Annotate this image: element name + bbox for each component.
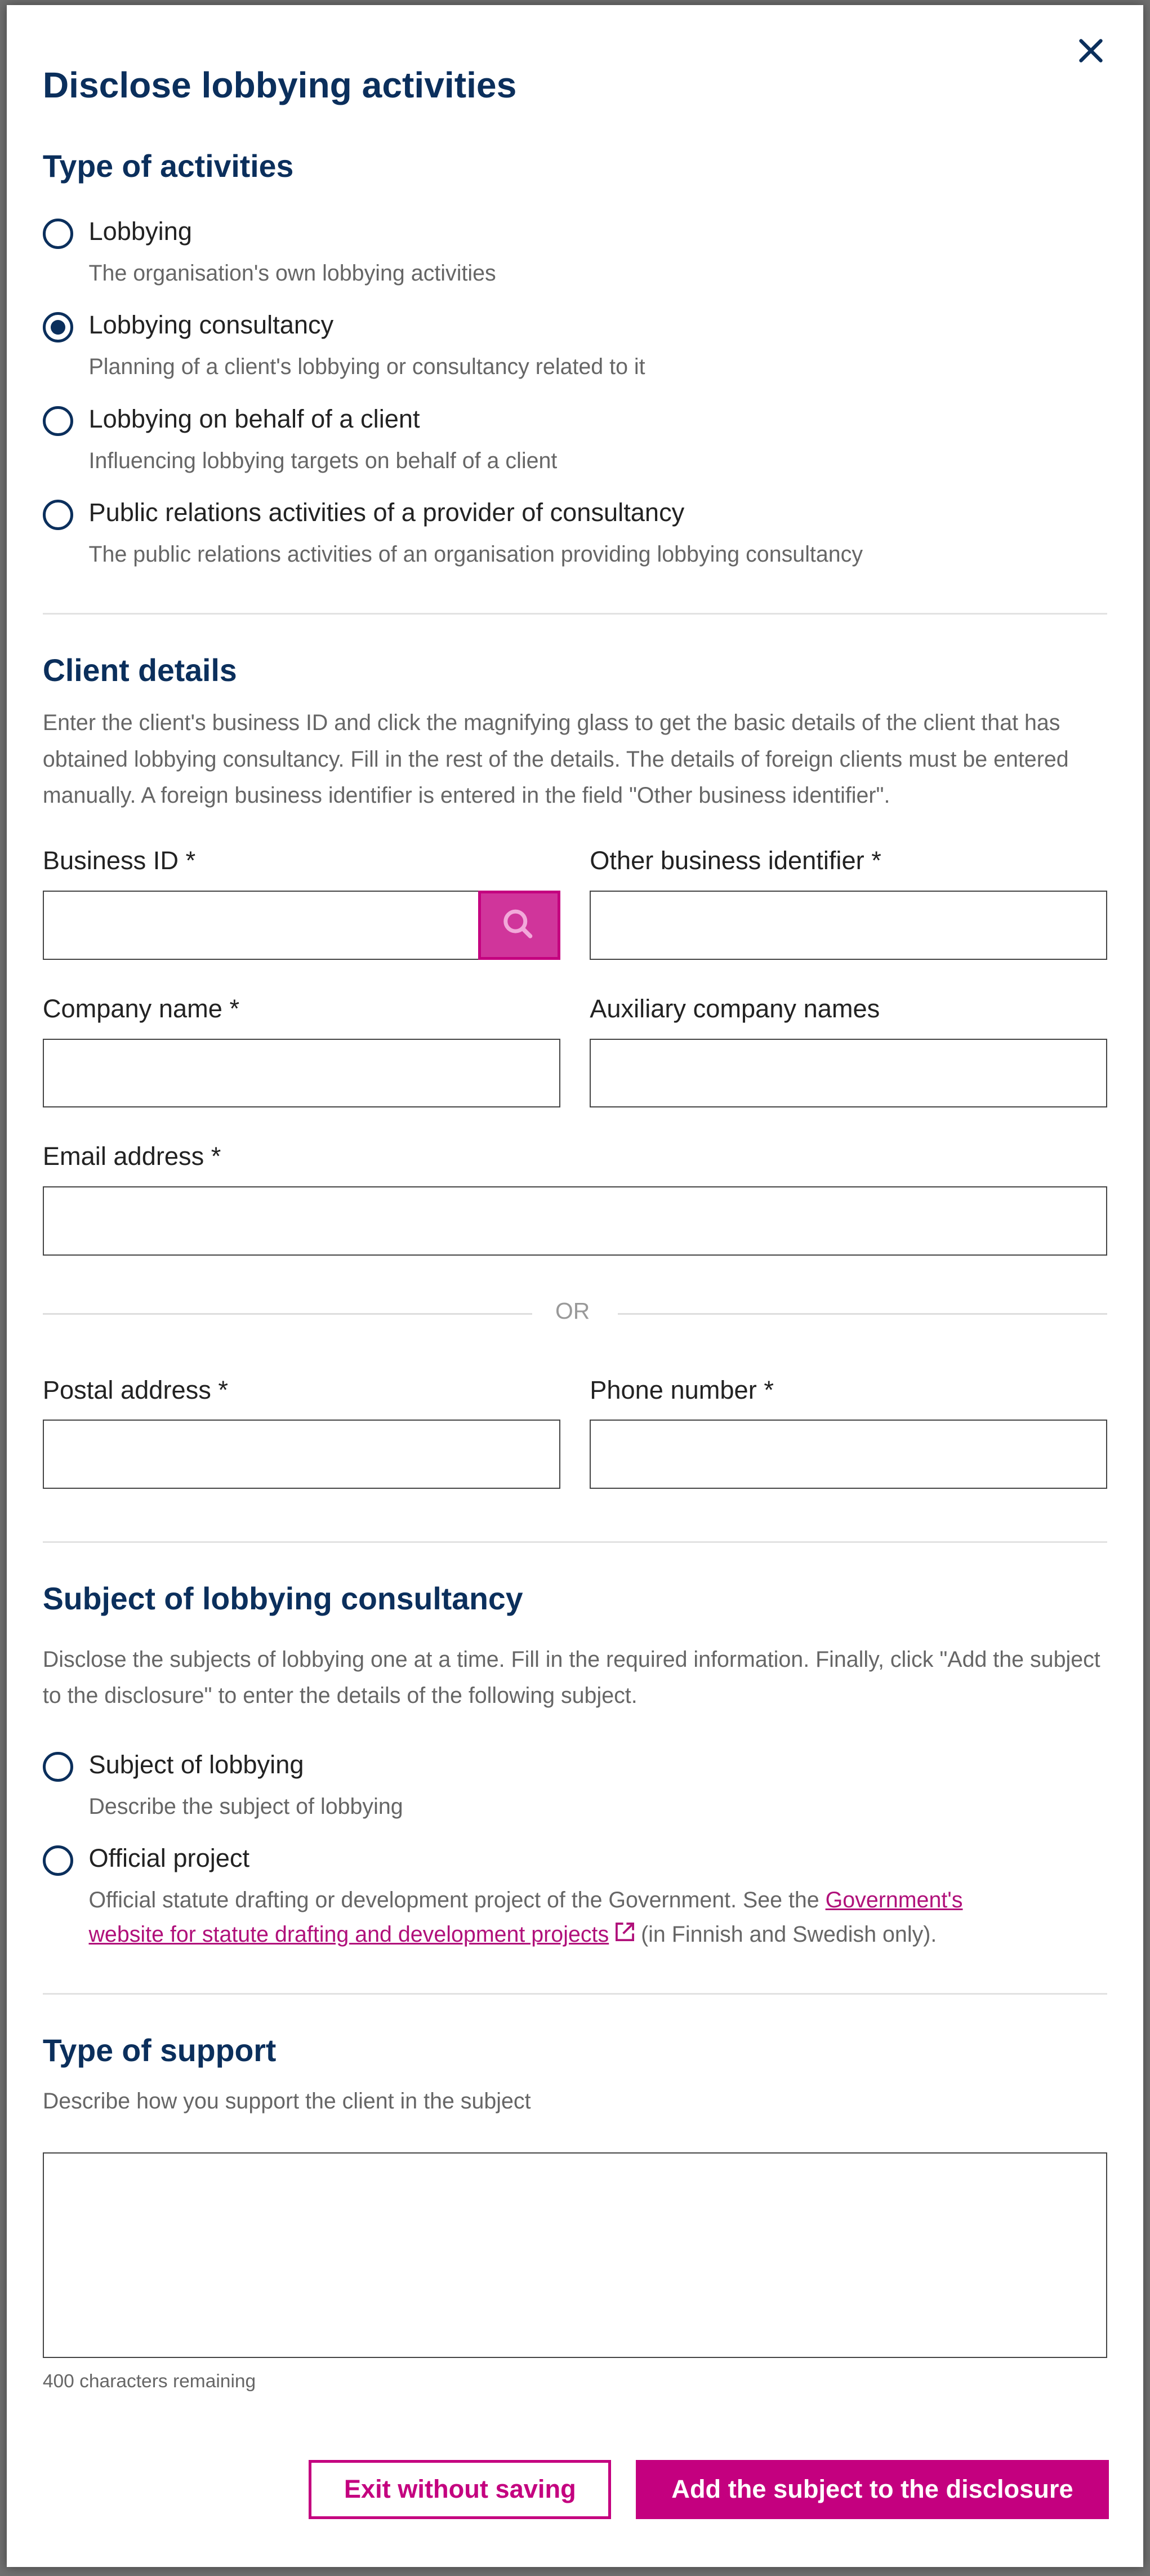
- business-id-label: Business ID *: [42, 846, 196, 875]
- client-details-intro: Enter the client's business ID and click the magnifying glass to get the basic details of the client that has obtained lobbying consultancy. Fill in the rest of the details. The details of foreign clients must be entered manually. A foreign business identifier is entered in the field "Other business identifier".: [42, 710, 1069, 808]
- radio-label: Lobbying on behalf of a client: [88, 404, 420, 433]
- radio-label: Lobbying: [88, 217, 192, 246]
- phone-number-input[interactable]: [590, 1420, 1107, 1489]
- email-input[interactable]: [43, 1186, 1107, 1256]
- or-separator: [43, 1297, 1107, 1329]
- company-name-label: Company name *: [42, 994, 240, 1023]
- magnifying-glass-icon: [481, 893, 556, 956]
- phone-number-label: Phone number *: [590, 1375, 774, 1404]
- description-text: (in Finnish and Swedish only).: [635, 1922, 937, 1947]
- radio-label: Lobbying consultancy: [88, 310, 334, 340]
- postal-address-input[interactable]: [43, 1420, 560, 1489]
- or-label: OR: [555, 1298, 590, 1324]
- divider: [43, 1541, 1107, 1543]
- radio-label: Subject of lobbying: [88, 1750, 304, 1779]
- add-subject-button[interactable]: Add the subject to the disclosure: [636, 2460, 1109, 2519]
- radio-label: Official project: [88, 1843, 250, 1872]
- radio-description: Influencing lobbying targets on behalf of a client: [88, 448, 558, 473]
- character-counter: 400 characters remaining: [42, 2371, 256, 2392]
- auxiliary-names-input[interactable]: [590, 1039, 1107, 1108]
- separator-line: [618, 1313, 1107, 1315]
- dialog-title: Disclose lobbying activities: [42, 64, 517, 105]
- exit-without-saving-button[interactable]: Exit without saving: [309, 2460, 611, 2519]
- type-of-support-heading: Type of support: [42, 2033, 277, 2068]
- external-link-icon: [615, 1922, 635, 1942]
- radio-description: The public relations activities of an organisation providing lobbying consultancy: [88, 541, 863, 567]
- postal-address-label: Postal address *: [42, 1375, 228, 1404]
- other-business-id-label: Other business identifier *: [590, 846, 881, 875]
- radio-circle[interactable]: [43, 219, 73, 249]
- close-icon: [1071, 31, 1111, 70]
- radio-label: Public relations activities of a provider of consultancy: [88, 497, 685, 527]
- subject-intro: Disclose the subjects of lobbying one at a time. Fill in the required information. Finally, click "Add the subject to the disclosure" to enter the details of the following subject.: [42, 1647, 1100, 1709]
- radio-description: Planning of a client's lobbying or consultancy related to it: [88, 354, 645, 380]
- divider: [43, 1993, 1107, 1995]
- support-textarea[interactable]: [43, 2152, 1107, 2358]
- subject-heading: Subject of lobbying consultancy: [42, 1581, 523, 1617]
- company-name-input[interactable]: [43, 1039, 560, 1108]
- auxiliary-names-label: Auxiliary company names: [590, 994, 880, 1023]
- email-label: Email address *: [42, 1142, 221, 1171]
- radio-circle[interactable]: [43, 1752, 73, 1782]
- radio-circle-selected[interactable]: [43, 312, 73, 342]
- divider: [43, 613, 1107, 615]
- client-details-heading: Client details: [42, 653, 237, 688]
- other-business-id-input[interactable]: [590, 891, 1107, 960]
- business-id-input[interactable]: [43, 891, 480, 960]
- radio-description: [89, 1883, 1042, 1952]
- close-button[interactable]: [1071, 31, 1111, 70]
- radio-circle[interactable]: [43, 1845, 73, 1876]
- disclose-lobbying-dialog: [7, 5, 1144, 2567]
- support-description: Describe how you support the client in the subject: [42, 2088, 531, 2114]
- radio-description: The organisation's own lobbying activities: [88, 261, 496, 286]
- radio-description: Describe the subject of lobbying: [88, 1794, 403, 1819]
- search-business-id-button[interactable]: [478, 891, 560, 960]
- government-projects-link[interactable]: Government's website for statute drafting and development projects: [88, 1887, 963, 1947]
- description-text: Official statute drafting or development project of the Government. See the: [88, 1887, 826, 1912]
- radio-circle[interactable]: [43, 406, 73, 437]
- separator-line: [43, 1313, 532, 1315]
- radio-circle[interactable]: [43, 500, 73, 530]
- activities-heading: Type of activities: [42, 148, 294, 184]
